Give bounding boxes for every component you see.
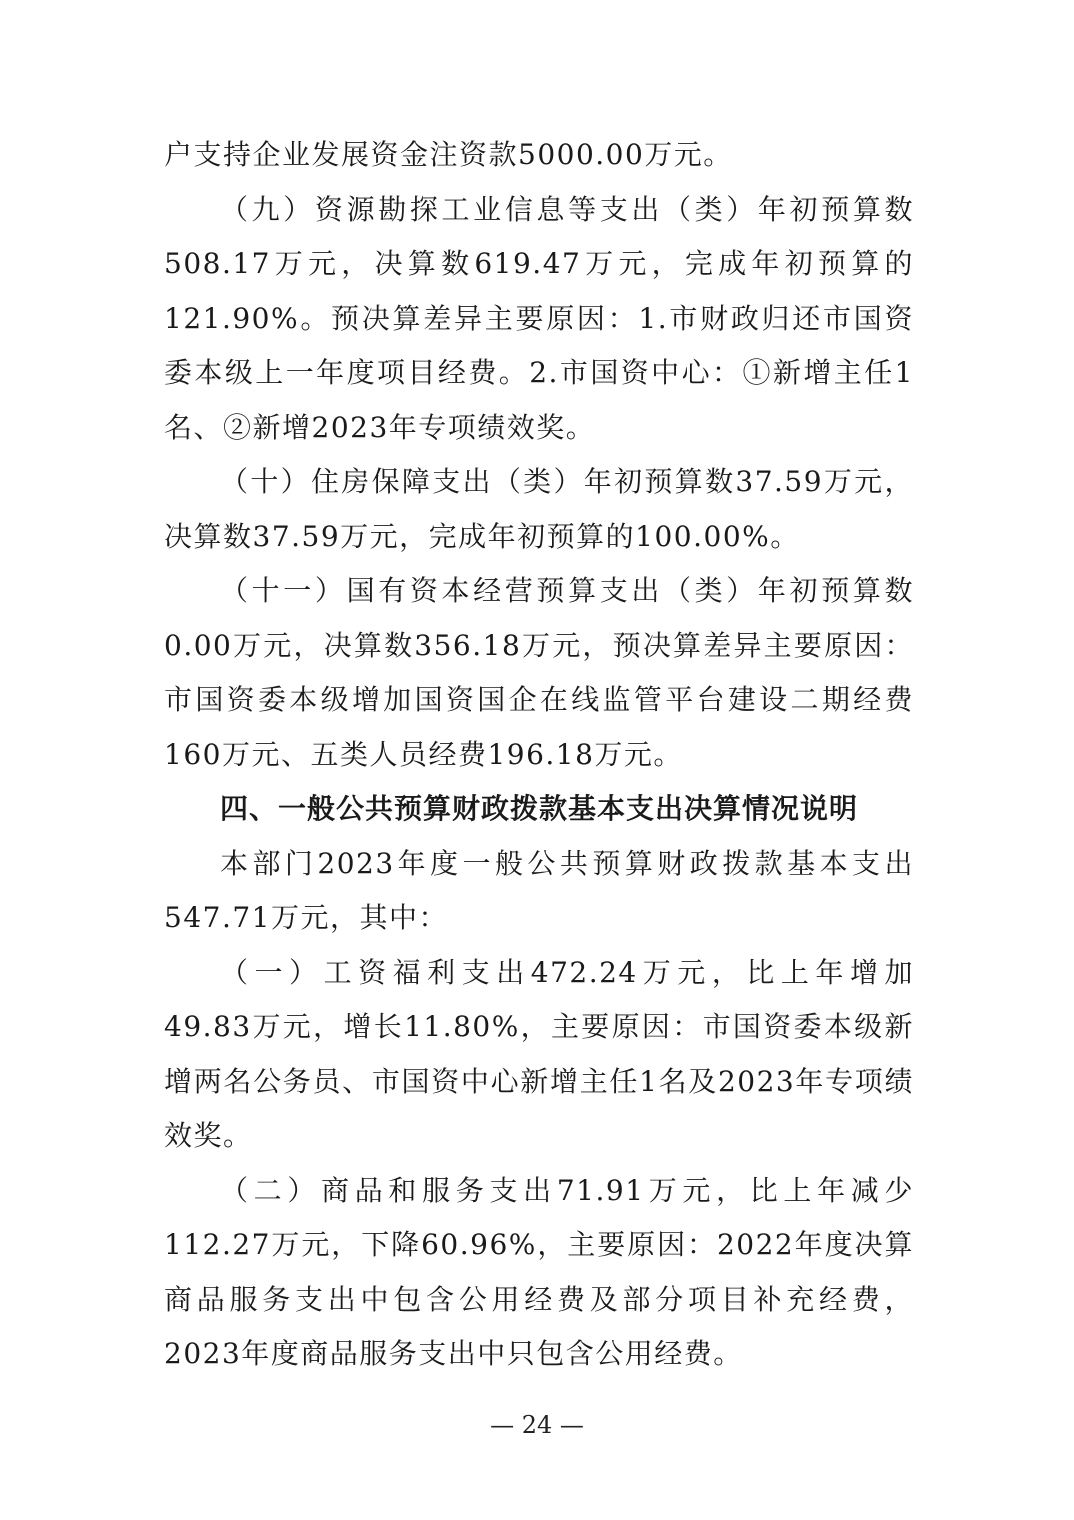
paragraph-salary: （一）工资福利支出472.24万元，比上年增加49.83万元，增长11.80%，主要原因：市国资委本级新增两名公务员、市国资中心新增主任1名及2023年专项绩效奖。	[164, 955, 914, 1152]
document-page	[164, 128, 914, 1382]
section-heading: 四、一般公共预算财政拨款基本支出决算情况说明	[220, 792, 859, 825]
paragraph-goods-services: （二）商品和服务支出71.91万元，比上年减少112.27万元，下降60.96%，主要原因：2022年度决算商品服务支出中包含公用经费及部分项目补充经费，2023年度商品服务支出中只包含公用经费。	[164, 1173, 914, 1370]
paragraph-summary: 本部门2023年度一般公共预算财政拨款基本支出547.71万元，其中：	[164, 846, 914, 934]
paragraph-item-11: （十一）国有资本经营预算支出（类）年初预算数0.00万元，决算数356.18万元，预决算差异主要原因：市国资委本级增加国资国企在线监管平台建设二期经费160万元、五类人员经费196.18万元。	[164, 574, 914, 771]
paragraph-item-9: （九）资源勘探工业信息等支出（类）年初预算数508.17万元，决算数619.47万元，完成年初预算的121.90%。预决算差异主要原因：1.市财政归还市国资委本级上一年度项目经费。2.市国资中心：①新增主任1名、②新增2023年专项绩效奖。	[164, 192, 914, 444]
paragraph-continuation: 户支持企业发展资金注资款5000.00万元。	[164, 138, 733, 171]
page-number: — 24 —	[490, 1411, 584, 1439]
paragraph-item-10: （十）住房保障支出（类）年初预算数37.59万元，决算数37.59万元，完成年初预算的100.00%。	[164, 465, 914, 553]
